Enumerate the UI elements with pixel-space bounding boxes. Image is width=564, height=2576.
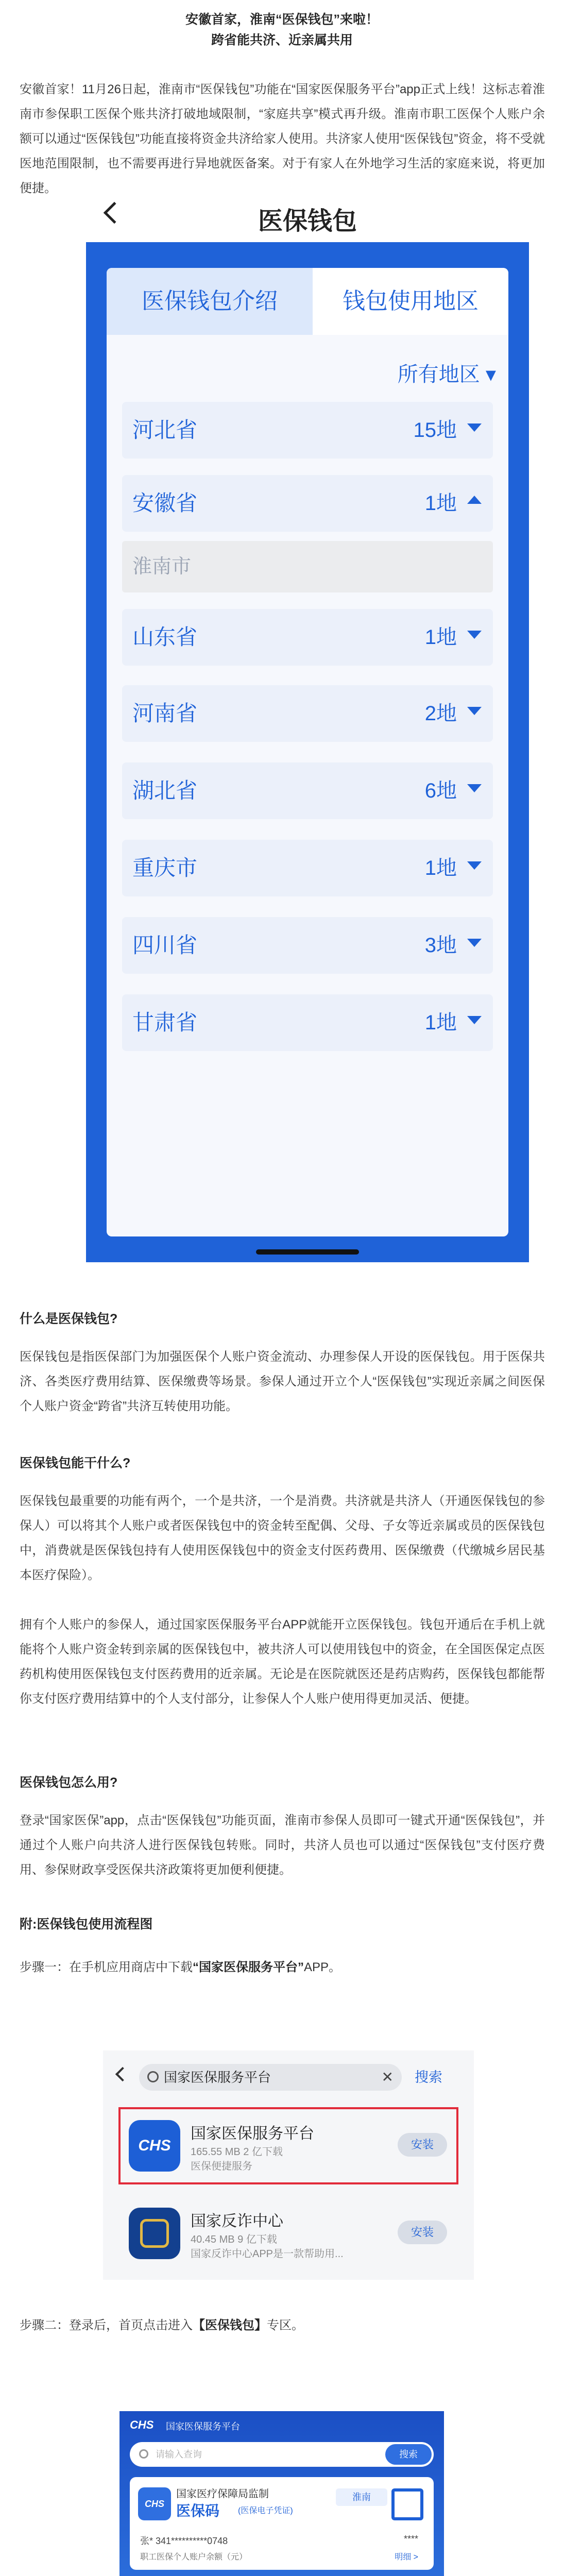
- chevron-down-icon: ▾: [485, 363, 496, 386]
- app-desc: 医保便捷服务: [191, 2161, 252, 2172]
- app-home-screenshot: [119, 2411, 444, 2576]
- chevron-down-icon: [467, 423, 482, 432]
- flow-heading: 附:医保钱包使用流程图: [20, 1917, 153, 1931]
- app-item[interactable]: [118, 2195, 458, 2272]
- home-indicator: [256, 1249, 359, 1255]
- logo-text: 国家医保服务平台: [166, 2421, 240, 2432]
- account-detail-link[interactable]: 明细 >: [395, 2553, 418, 2562]
- highlight-box: [118, 2107, 458, 2184]
- province-count: 1地: [424, 1011, 457, 1034]
- step1-bold: “国家医保服务平台”: [193, 1960, 304, 1974]
- province-row[interactable]: [122, 685, 493, 742]
- chevron-down-icon: [467, 784, 482, 792]
- province-count: 1地: [424, 626, 457, 649]
- app-desc: 国家反诈中心APP是一款帮助用...: [191, 2248, 344, 2260]
- province-name: 甘肃省: [132, 1010, 198, 1035]
- chevron-up-icon: [467, 496, 482, 504]
- chevron-down-icon: [467, 861, 482, 870]
- chs-app-icon-label: CHS: [138, 2137, 171, 2154]
- install-button[interactable]: 安装: [398, 2133, 447, 2157]
- province-count: 1地: [424, 857, 457, 879]
- province-row[interactable]: [122, 917, 493, 974]
- chevron-down-icon: [467, 631, 482, 639]
- region-card: [107, 268, 508, 1236]
- headline-line1: 安徽首家，淮南“医保钱包”来啦！: [185, 12, 379, 27]
- account-type: 职工医保个人账户余额（元）: [140, 2553, 248, 2562]
- tabs: [107, 268, 508, 335]
- province-name: 山东省: [132, 625, 198, 649]
- card-name: 医保码: [176, 2503, 220, 2519]
- search-button[interactable]: 搜索: [385, 2444, 432, 2465]
- tab-wallet-regions[interactable]: 钱包使用地区: [313, 268, 508, 335]
- insurance-code-card[interactable]: [130, 2477, 434, 2570]
- section-function-body2: 拥有个人账户的参保人，通过国家医保服务平台APP就能开立医保钱包。钱包开通后在手机上就能将个人账户资金转到亲属的医保钱包中，被共济人可以使用钱包中的资金，在全国医保定点医药机构使用医保钱包支付医药费用的近亲属。无论是在医院就医还是药店购药，医保钱包都能帮你支付医疗费用结算中的个人支付部分，让参保人个人账户使用得更加灵活、便捷。: [20, 1618, 545, 1706]
- province-count: 6地: [424, 779, 457, 802]
- app-name: 国家反诈中心: [191, 2213, 283, 2230]
- wallet-regions-screenshot: [86, 191, 529, 1262]
- province-name: 河北省: [132, 418, 198, 442]
- section-what-heading: 什么是医保钱包?: [20, 1312, 118, 1326]
- search-icon: [139, 2449, 148, 2459]
- intro-paragraph: 安徽首家！11月26日起，淮南市“医保钱包”功能在“国家医保服务平台”app正式上线！这标志着淮南市参保职工医保个账共济打破地域限制，“家庭共享”模式再升级。淮南市职工医保个人账户余额可以通过“医保钱包”功能直接将资金共济给家人使用。共济家人使用“医保钱包”资金，将不受就医地范围限制，也不需要再进行异地就医备案。对于有家人在外地学习生活的家庭来说，将更加便捷。: [20, 82, 545, 195]
- chevron-down-icon: [467, 707, 482, 715]
- account-hidden: ****: [403, 2534, 418, 2544]
- chs-logo: CHS: [130, 2418, 154, 2431]
- app-meta: 165.55 MB 2 亿下载: [191, 2146, 283, 2158]
- top-bar: [86, 191, 529, 242]
- city-selector[interactable]: 淮南: [336, 2488, 387, 2506]
- section-what-body: 医保钱包是指医保部门为加强医保个人账户资金流动、办理参保人开设的医保钱包。用于医保共济、各类医疗费用结算、医保缴费等场景。参保人通过开立个人“医保钱包”实现近亲属之间医保个人账户资金“跨省”共济互转使用功能。: [20, 1350, 545, 1413]
- province-count: 1地: [424, 492, 457, 515]
- back-icon[interactable]: [115, 2067, 130, 2081]
- home-header: [119, 2411, 444, 2576]
- app-name: 国家医保服务平台: [191, 2125, 314, 2142]
- chevron-down-icon: [467, 939, 482, 947]
- step2-suffix: 专区。: [267, 2318, 304, 2332]
- app-store-screenshot: [103, 2050, 474, 2280]
- region-filter-label: 所有地区: [397, 363, 480, 386]
- screen-title: 医保钱包: [258, 208, 357, 235]
- headline-line2: 跨省能共济、近亲属共用: [211, 33, 353, 47]
- step2-text: [20, 2313, 545, 2338]
- card-sub: (医保电子凭证): [238, 2506, 293, 2515]
- section-howto-body: 登录“国家医保”app，点击“医保钱包”功能页面，淮南市参保人员即可一键式开通“医保钱包”，并通过个人账户向共济人进行医保钱包转账。同时，共济人员也可以通过“医保钱包”支付医疗费用、参保财政享受医保共济政策将更加便利便捷。: [20, 1814, 545, 1877]
- install-button[interactable]: 安装: [398, 2221, 447, 2244]
- province-name: 重庆市: [132, 856, 198, 880]
- province-count: 3地: [424, 934, 457, 957]
- chs-badge-icon: CHS: [138, 2487, 171, 2520]
- qr-code-icon[interactable]: [391, 2488, 423, 2520]
- search-placeholder: 请输入查询: [156, 2449, 202, 2460]
- step2-prefix: 步骤二：登录后，首页点击进入: [20, 2318, 193, 2332]
- province-name: 湖北省: [132, 778, 198, 803]
- province-count: 2地: [424, 702, 457, 725]
- search-icon: [147, 2071, 159, 2082]
- section-howto-heading: 医保钱包怎么用?: [20, 1775, 118, 1790]
- province-row[interactable]: [122, 609, 493, 666]
- province-row[interactable]: [122, 994, 493, 1051]
- search-query: 国家医保服务平台: [164, 2070, 271, 2085]
- section-function-heading: 医保钱包能干什么?: [20, 1456, 131, 1470]
- clear-icon[interactable]: ✕: [381, 2069, 394, 2085]
- province-row[interactable]: [122, 762, 493, 819]
- city-row: [122, 541, 493, 592]
- province-row[interactable]: [122, 840, 493, 896]
- province-row[interactable]: [122, 402, 493, 459]
- city-name: 淮南市: [132, 556, 192, 578]
- tab-wallet-intro[interactable]: 医保钱包介绍: [107, 268, 313, 335]
- app-meta: 40.45 MB 9 亿下载: [191, 2234, 277, 2245]
- step1-prefix: 步骤一：在手机应用商店中下载: [20, 1960, 193, 1974]
- province-name: 四川省: [132, 933, 198, 957]
- province-name: 安徽省: [132, 491, 198, 515]
- search-button[interactable]: 搜索: [415, 2070, 442, 2085]
- province-count: 15地: [413, 419, 457, 442]
- id-masked: 张* 341**********0748: [140, 2536, 228, 2546]
- search-input[interactable]: [139, 2064, 402, 2091]
- province-row[interactable]: [122, 475, 493, 532]
- step1-suffix: APP。: [304, 1960, 341, 1974]
- section-function-body1: 医保钱包最重要的功能有两个，一个是共济，一个是消费。共济就是共济人（开通医保钱包的参保人）可以将其个人账户或者医保钱包中的资金转至配偶、父母、子女等近亲属或员的医保钱包中，消费就是医保钱包持有人使用医保钱包中的资金支付医药费用、医保缴费（代缴城乡居民基本医疗保险）。: [20, 1494, 545, 1582]
- card-title: 国家医疗保障局监制: [176, 2488, 269, 2500]
- shield-app-icon: [129, 2208, 180, 2259]
- chevron-down-icon: [467, 1016, 482, 1024]
- search-input[interactable]: [130, 2442, 434, 2467]
- step2-bold: 【医保钱包】: [193, 2318, 267, 2332]
- search-bar: [103, 2050, 474, 2102]
- region-filter[interactable]: [398, 358, 496, 387]
- province-name: 河南省: [132, 701, 198, 725]
- step1-text: [20, 1955, 545, 1980]
